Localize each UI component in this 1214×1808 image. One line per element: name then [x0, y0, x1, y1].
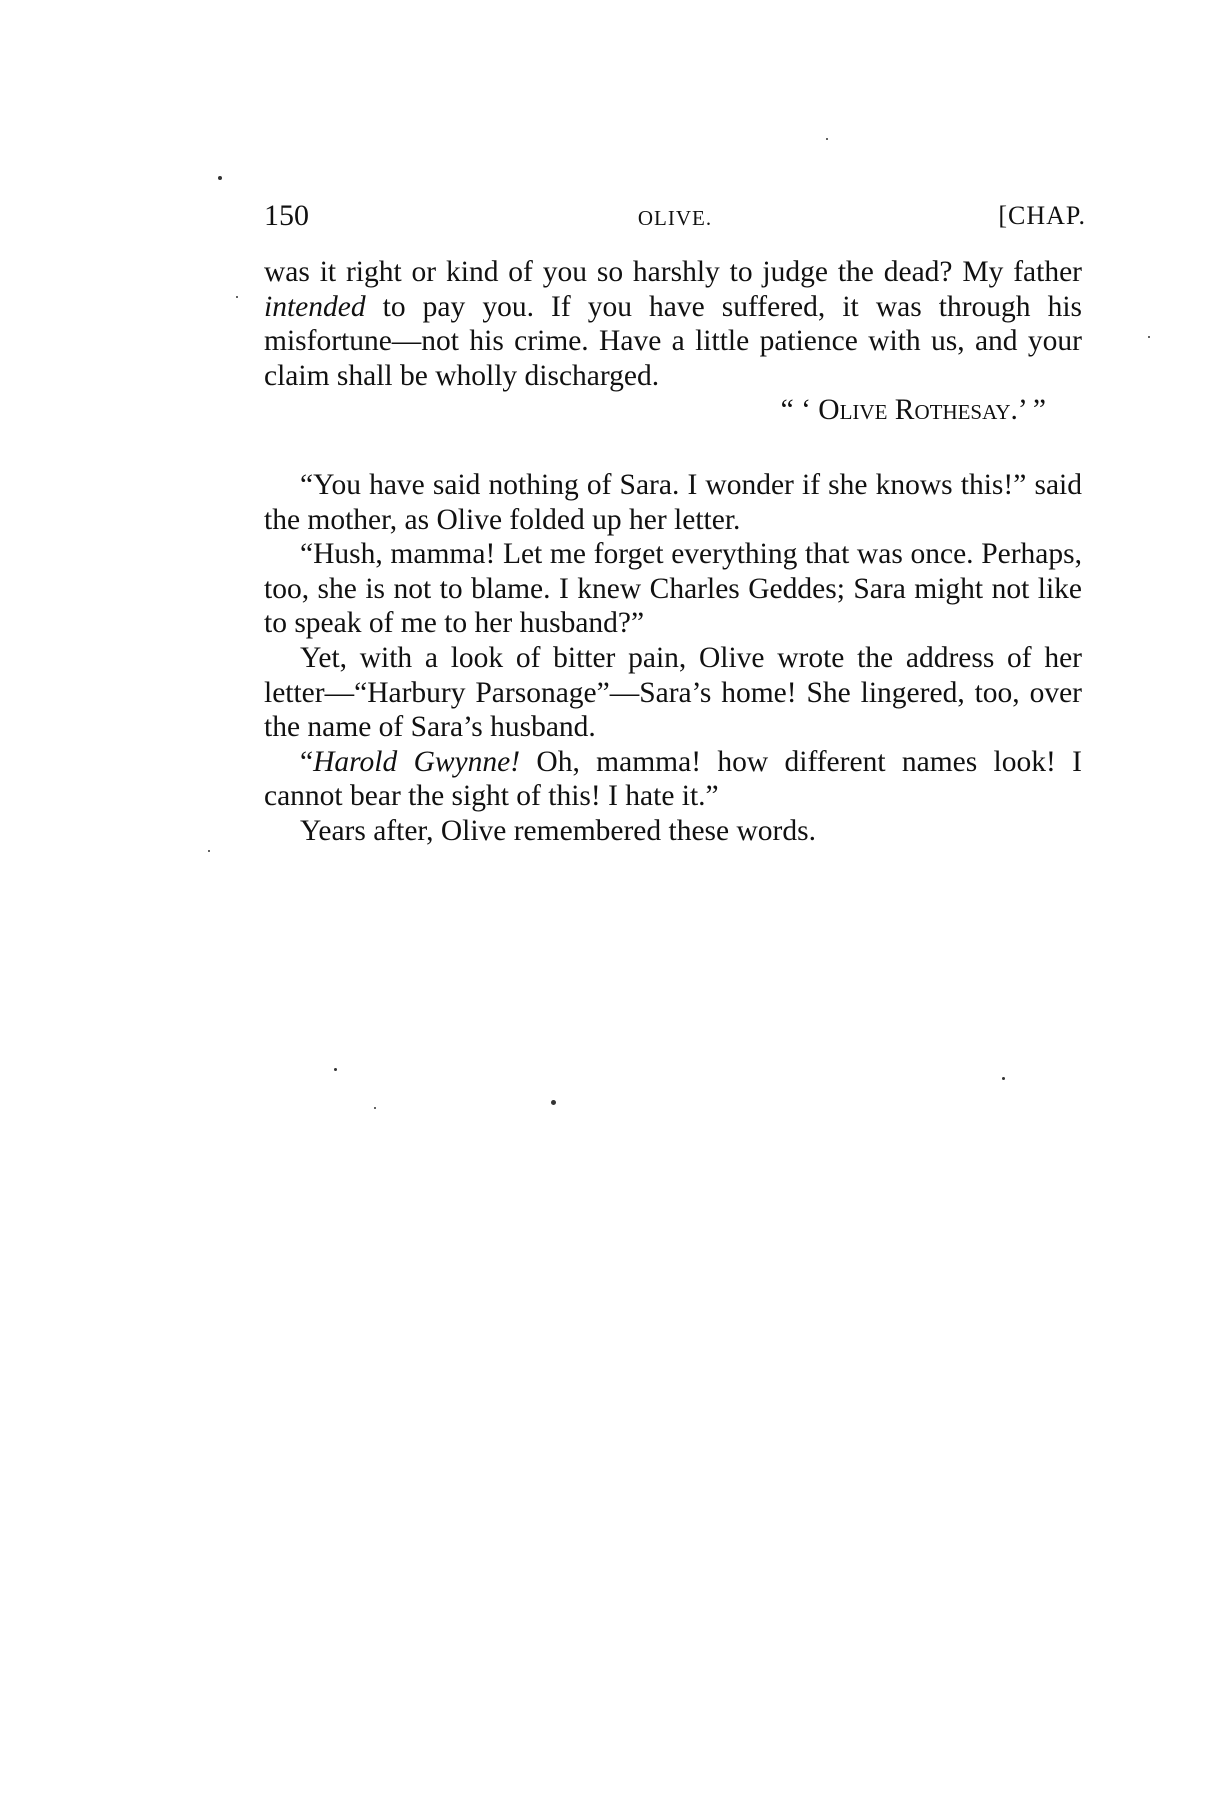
page-number: 150: [264, 199, 309, 232]
letter-line: was it right or kind of you so harshly to judge the dead?: [264, 256, 953, 288]
print-speck: [1002, 1077, 1005, 1080]
print-speck: [1148, 336, 1150, 338]
chapter-marker: [CHAP.: [998, 201, 1086, 230]
print-speck: [236, 296, 238, 298]
page-header: [264, 194, 1086, 238]
print-speck: [551, 1100, 556, 1105]
letter-line: to pay you. If you have suffered, it: [365, 290, 859, 323]
letter-paragraph: [264, 255, 1082, 393]
letter-emphasis: intended: [264, 290, 366, 323]
paragraph: Years after, Olive remembered these words.: [300, 814, 816, 847]
section-gap: [264, 428, 1082, 468]
letter-line: patience with us, and your claim shall be wholly discharged.: [264, 325, 1082, 392]
italic-name: Harold Gwynne!: [313, 745, 521, 778]
paragraph-rest: Oh, mamma! how different names look! I cannot bear the sight of this! I hate it.”: [264, 745, 1082, 813]
letter-line: My father: [962, 256, 1082, 288]
print-speck: [334, 1068, 337, 1071]
quote-open: “: [300, 745, 314, 778]
page-body: [264, 255, 1082, 849]
letter-signature: “ ‘ Olive Rothesay.’ ”: [780, 394, 1046, 427]
letter-line: was through his misfortune—not his crime. Have a little: [264, 290, 1083, 358]
print-speck: [374, 1107, 376, 1109]
print-speck: [218, 176, 222, 180]
paragraph: [264, 745, 1082, 814]
print-speck: [208, 850, 210, 852]
paragraph: Yet, with a look of bitter pain, Olive wrote the address of her letter—“Harbury Parsonage”—Sara’s home! She lingered, too, over the name of Sara’s husband.: [264, 641, 1082, 744]
paragraph: “Hush, mamma! Let me forget everything that was once. Perhaps, too, she is not to blame. I knew Charles Geddes; Sara might not like to speak of me to her husband?”: [264, 538, 1082, 640]
running-title: OLIVE.: [637, 206, 713, 230]
paragraph: “You have said nothing of Sara. I wonder if she knows this!” said the mother, as Olive folded up her letter.: [264, 468, 1082, 536]
print-speck: [826, 138, 828, 140]
